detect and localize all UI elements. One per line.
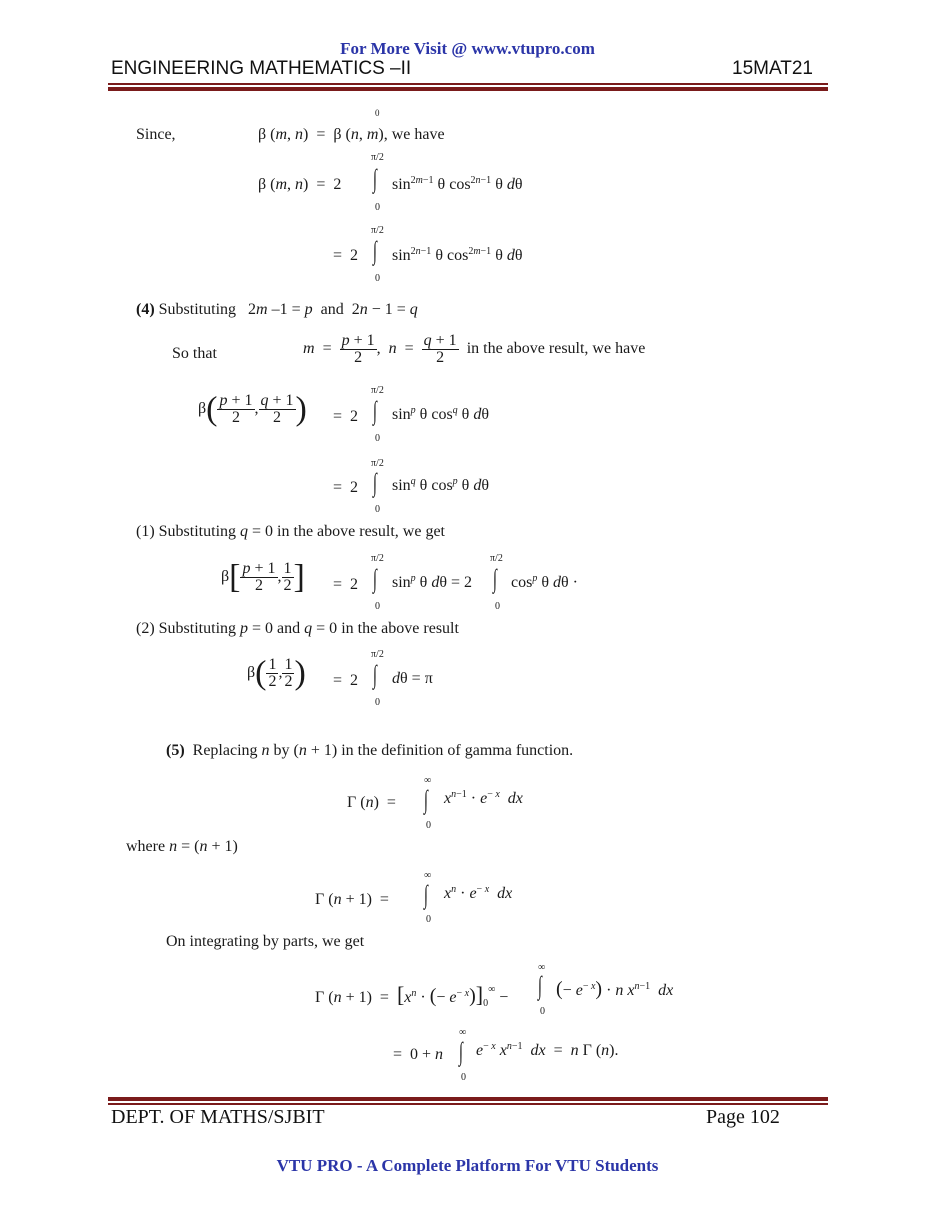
integrating-text: On integrating by parts, we get bbox=[166, 933, 365, 950]
integral-sign: ∫ bbox=[424, 785, 428, 814]
upper-limit: π/2 bbox=[490, 553, 503, 564]
upper-limit: ∞ bbox=[459, 1027, 467, 1038]
upper-limit: π/2 bbox=[371, 649, 384, 660]
sub-1: (1) Substituting q = 0 in the above result, we get bbox=[136, 523, 445, 540]
integrand-2: $\sin^{2n-1} \theta$ $\cos^{2m-1} \theta$ dθ bbox=[392, 246, 523, 264]
document-title: ENGINEERING MATHEMATICS –II bbox=[111, 58, 412, 79]
equals-2: = 2 bbox=[333, 408, 359, 425]
course-code: 15MAT21 bbox=[732, 58, 813, 79]
upper-limit: π/2 bbox=[371, 225, 384, 236]
integrand-8: $x^{n-1} \cdot e^{- x}$ dx bbox=[444, 789, 523, 807]
equals-zero-plus-n: = 0 + n bbox=[393, 1046, 444, 1063]
upper-limit: π/2 bbox=[371, 553, 384, 564]
integral-sign: ∫ bbox=[373, 468, 377, 497]
lower-limit: 0 bbox=[375, 433, 380, 444]
integrand-10: (− $e^{- x}) \cdot n$ $x^{n-1}$ dx bbox=[556, 978, 674, 1000]
item-4: (4) Substituting 2m –1 = p and 2n − 1 = q bbox=[136, 301, 418, 318]
integral-sign: ∫ bbox=[373, 660, 377, 689]
beta-symmetry: β (m, n) = β (n, m), we have bbox=[258, 126, 445, 143]
sub-2: (2) Substituting p = 0 and q = 0 in the above result bbox=[136, 620, 459, 637]
lower-limit: 0 bbox=[426, 914, 431, 925]
lower-limit: 0 bbox=[375, 273, 380, 284]
integral-sign: ∫ bbox=[424, 880, 428, 909]
so-that-label: So that bbox=[172, 345, 217, 362]
integrand-5: $\sin^p \theta$ dθ = 2 bbox=[392, 573, 473, 591]
integrand-4: $\sin^q \theta$ $\cos^p \theta$ dθ bbox=[392, 476, 490, 494]
m-n-definition: m = $\frac{p + 1}{2}$ , n = $\frac{q + 1}{2}$ in the above result, we have bbox=[303, 332, 646, 366]
header-rule-thin bbox=[108, 83, 828, 85]
lower-limit: 0 bbox=[375, 504, 380, 515]
gamma-n: Γ (n) = bbox=[347, 794, 396, 811]
integrand-7: dθ = π bbox=[392, 670, 433, 687]
equals-2: = 2 bbox=[333, 576, 359, 593]
integrand-3: $\sin^p \theta$ $\cos^q \theta$ dθ bbox=[392, 405, 490, 423]
equals-2: = 2 bbox=[333, 672, 359, 689]
lower-limit: 0 bbox=[426, 820, 431, 831]
integral-sign: ∫ bbox=[373, 236, 377, 265]
visit-banner: For More Visit @ www.vtupro.com bbox=[340, 39, 595, 58]
lower-limit: 0 bbox=[461, 1072, 466, 1083]
upper-limit: π/2 bbox=[371, 152, 384, 163]
upper-limit: π/2 bbox=[371, 458, 384, 469]
top-lower-limit: 0 bbox=[375, 108, 380, 118]
footer-rule-thick bbox=[108, 1097, 828, 1101]
integral-sign: ∫ bbox=[538, 971, 542, 1000]
integrand-6: $\cos^p \theta$ dθ · bbox=[511, 573, 578, 591]
department: DEPT. OF MATHS/SJBIT bbox=[111, 1106, 325, 1128]
equals-2: = 2 bbox=[333, 247, 359, 264]
equals-2: = 2 bbox=[333, 479, 359, 496]
integral-sign: ∫ bbox=[373, 396, 377, 425]
footer-banner: VTU PRO - A Complete Platform For VTU Students bbox=[276, 1156, 659, 1175]
upper-limit: ∞ bbox=[538, 962, 546, 973]
integrand-1: $\sin^{2m-1} \theta$ $\cos^{2n-1} \theta$ dθ bbox=[392, 175, 523, 193]
lower-limit: 0 bbox=[495, 601, 500, 612]
lower-limit: 0 bbox=[540, 1006, 545, 1017]
lower-limit: 0 bbox=[375, 202, 380, 213]
beta-p-half: β[ $\frac{p + 1}{2}$ , $\frac{1}{2}$ ] bbox=[221, 558, 305, 596]
integrand-9: $x^n \cdot e^{- x}$ dx bbox=[444, 884, 513, 902]
beta-p-q: β( $\frac{p + 1}{2}$ , $\frac{q + 1}{2}$ ) bbox=[198, 390, 307, 428]
integrand-11: $e^{- x}$ $x^{n-1}$ dx = n Γ (n). bbox=[476, 1041, 619, 1059]
upper-limit: ∞ bbox=[424, 775, 432, 786]
beta-mn: β (m, n) = 2 bbox=[258, 176, 342, 193]
page-number: Page 102 bbox=[706, 1106, 780, 1128]
where-line: where n = (n + 1) bbox=[126, 838, 238, 855]
item-5: (5) Replacing n by (n + 1) in the definition of gamma function. bbox=[166, 742, 574, 759]
gamma-parts: Γ $(n + 1) = [x^n$ · (− $e^{- x})]_0^\infty$ − bbox=[315, 982, 509, 1010]
gamma-n-plus-1: Γ (n + 1) = bbox=[315, 891, 389, 908]
integral-sign: ∫ bbox=[373, 164, 377, 193]
lower-limit: 0 bbox=[375, 697, 380, 708]
integral-sign: ∫ bbox=[493, 564, 497, 593]
upper-limit: ∞ bbox=[424, 870, 432, 881]
since-label: Since, bbox=[136, 126, 176, 143]
beta-half-half: β( $\frac{1}{2}$ , $\frac{1}{2}$ ) bbox=[247, 654, 306, 692]
integral-sign: ∫ bbox=[373, 564, 377, 593]
upper-limit: π/2 bbox=[371, 385, 384, 396]
integral-sign: ∫ bbox=[459, 1037, 463, 1066]
footer-rule-thin bbox=[108, 1103, 828, 1105]
lower-limit: 0 bbox=[375, 601, 380, 612]
header-rule-thick bbox=[108, 87, 828, 91]
